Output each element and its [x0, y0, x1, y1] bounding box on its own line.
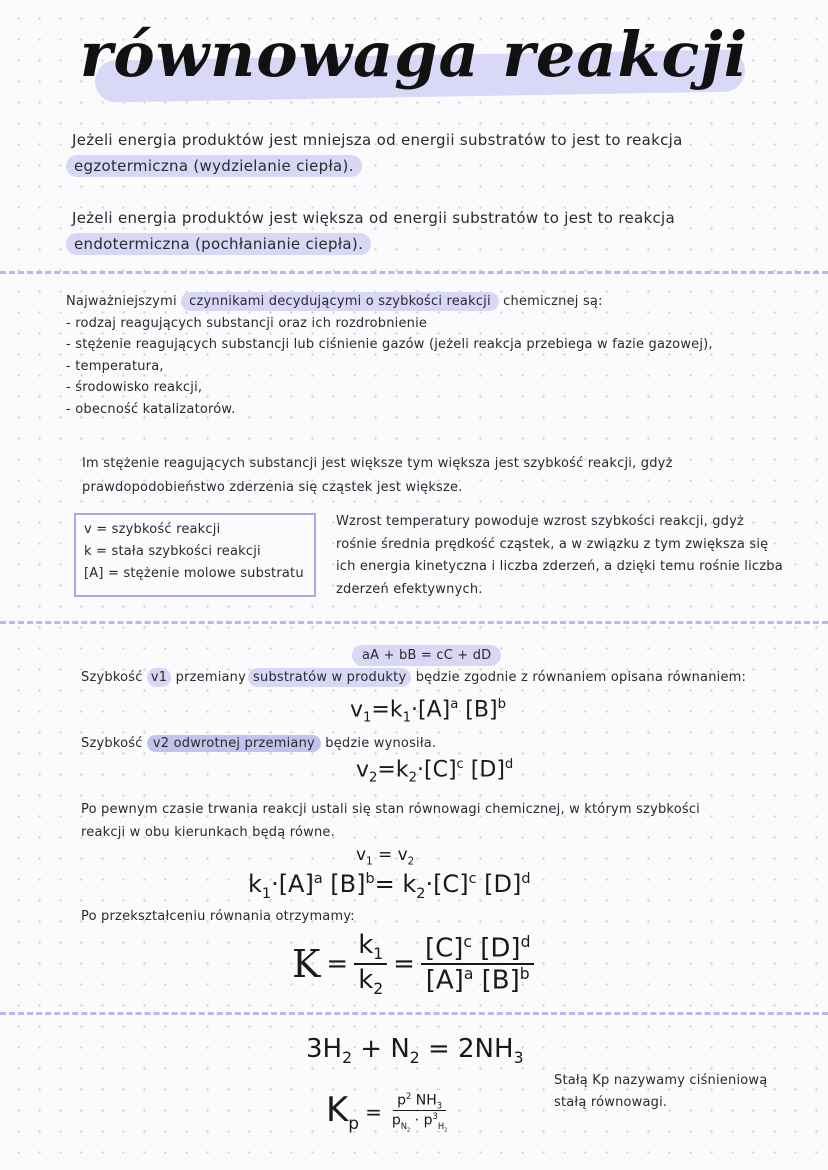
- state-line: reakcji w obu kierunkach będą równe.: [81, 825, 335, 840]
- v2-line: Szybkość v2 odwrotnej przemiany będzie wynosiła.: [81, 736, 437, 751]
- v1-formula: $v_1=k_1\cdot[A]^a$ $[B]^b$: [350, 697, 506, 726]
- v1-line: Szybkość v1 przemiany substratów w produkty będzie zgodnie z równaniem opisana równaniem:: [81, 670, 747, 685]
- equilibrium-state-paragraph: [81, 798, 700, 844]
- v2-highlight: v2 odwrotnej przemiany: [147, 735, 321, 752]
- intro-p2-line1: Jeżeli energia produktów jest większa od energii substratów to jest to reakcja: [72, 209, 675, 227]
- intro-p1-highlight: egzotermiczna (wydzielanie ciepła).: [66, 155, 362, 177]
- section-divider: [0, 1012, 828, 1015]
- section-divider: [0, 271, 828, 274]
- concentration-paragraph: [82, 452, 673, 500]
- legend-item: k = stała szybkości reakcji: [84, 544, 261, 559]
- factors-section: [66, 291, 713, 420]
- intro-paragraph-2: [72, 205, 675, 257]
- kp-description-line: Stałą Kp nazywamy ciśnieniową: [554, 1073, 768, 1088]
- v1-highlight: v1: [147, 668, 171, 687]
- factor-item: - obecność katalizatorów.: [66, 401, 236, 417]
- v2-formula: $v_2=k_2\cdot[C]^c$ $[D]^d$: [356, 757, 514, 786]
- temperature-line: ich energia kinetyczna i liczba zderzeń, a dzięki temu rośnie liczba: [336, 559, 783, 574]
- page-title: równowaga reakcji: [79, 18, 749, 91]
- concentration-line: Im stężenie reagujących substancji jest większe tym większa jest szybkość reakcji, gdyż: [82, 456, 673, 471]
- factor-item: - temperatura,: [66, 358, 164, 374]
- kp-description-line: stałą równowagi.: [554, 1095, 668, 1110]
- reaction-equation: [352, 645, 501, 667]
- temperature-line: Wzrost temperatury powoduje wzrost szybkości reakcji, gdyż: [336, 514, 745, 529]
- transformation-text: Po przekształceniu równania otrzymamy:: [81, 909, 355, 924]
- temperature-line: zderzeń efektywnych.: [336, 581, 483, 597]
- concentration-line: prawdopodobieństwo zderzenia się cząstek jest większe.: [82, 480, 463, 495]
- kp-description: [554, 1070, 767, 1114]
- temperature-line: rośnie średnia prędkość cząstek, a w związku z tym zwiększa się: [336, 536, 769, 552]
- section-divider: [0, 621, 828, 624]
- intro-p1-line1: Jeżeli energia produktów jest mniejsza od energii substratów to jest to reakcja: [72, 131, 683, 149]
- factors-highlight: czynnikami decydującymi o szybkości reakcji: [181, 292, 499, 311]
- factor-item: - rodzaj reagujących substancji oraz ich rozdrobnienie: [66, 315, 428, 331]
- intro-paragraph-1: [72, 127, 683, 179]
- ammonia-reaction: $3H_2 + N_2 = 2NH_3$: [306, 1034, 524, 1068]
- factors-lead: Najważniejszymi czynnikami decydującymi o szybkości reakcji chemicznej są:: [66, 294, 603, 309]
- state-line: Po pewnym czasie trwania reakcji ustali się stan równowagi chemicznej, w którym szybkości: [81, 802, 700, 817]
- factor-item: - stężenie reagujących substancji lub ciśnienie gazów (jeżeli reakcja przebiega w fazie gazowej),: [66, 337, 713, 352]
- v1-equals-v2-formula: $v_1 = v_2$: [356, 845, 415, 868]
- legend-box: [74, 513, 316, 597]
- v1-highlight-2: substratów w produkty: [248, 668, 411, 687]
- legend-item: v = szybkość reakcji: [84, 522, 221, 537]
- intro-p2-highlight: endotermiczna (pochłanianie ciepła).: [66, 233, 371, 255]
- temperature-paragraph: [336, 511, 783, 601]
- k-formula: K = $\frac{k_1}{k_2}$ = $\frac{[C]^c [D]^d}{[A]^a [B]^b}$: [292, 930, 534, 998]
- legend-item: [A] = stężenie molowe substratu: [84, 566, 304, 581]
- kp-formula: $K_p$ = $\frac{p^2 NH_3}{p_{N_2} \cdot p^3_{H_2}}$: [326, 1090, 448, 1134]
- factor-item: - środowisko reakcji,: [66, 380, 203, 395]
- combined-formula: $k_1\cdot[A]^a$ $[B]^b= k_2\cdot[C]^c$ $[D]^d$: [248, 870, 531, 902]
- reaction-equation-text: aA + bB = cC + dD: [352, 645, 501, 666]
